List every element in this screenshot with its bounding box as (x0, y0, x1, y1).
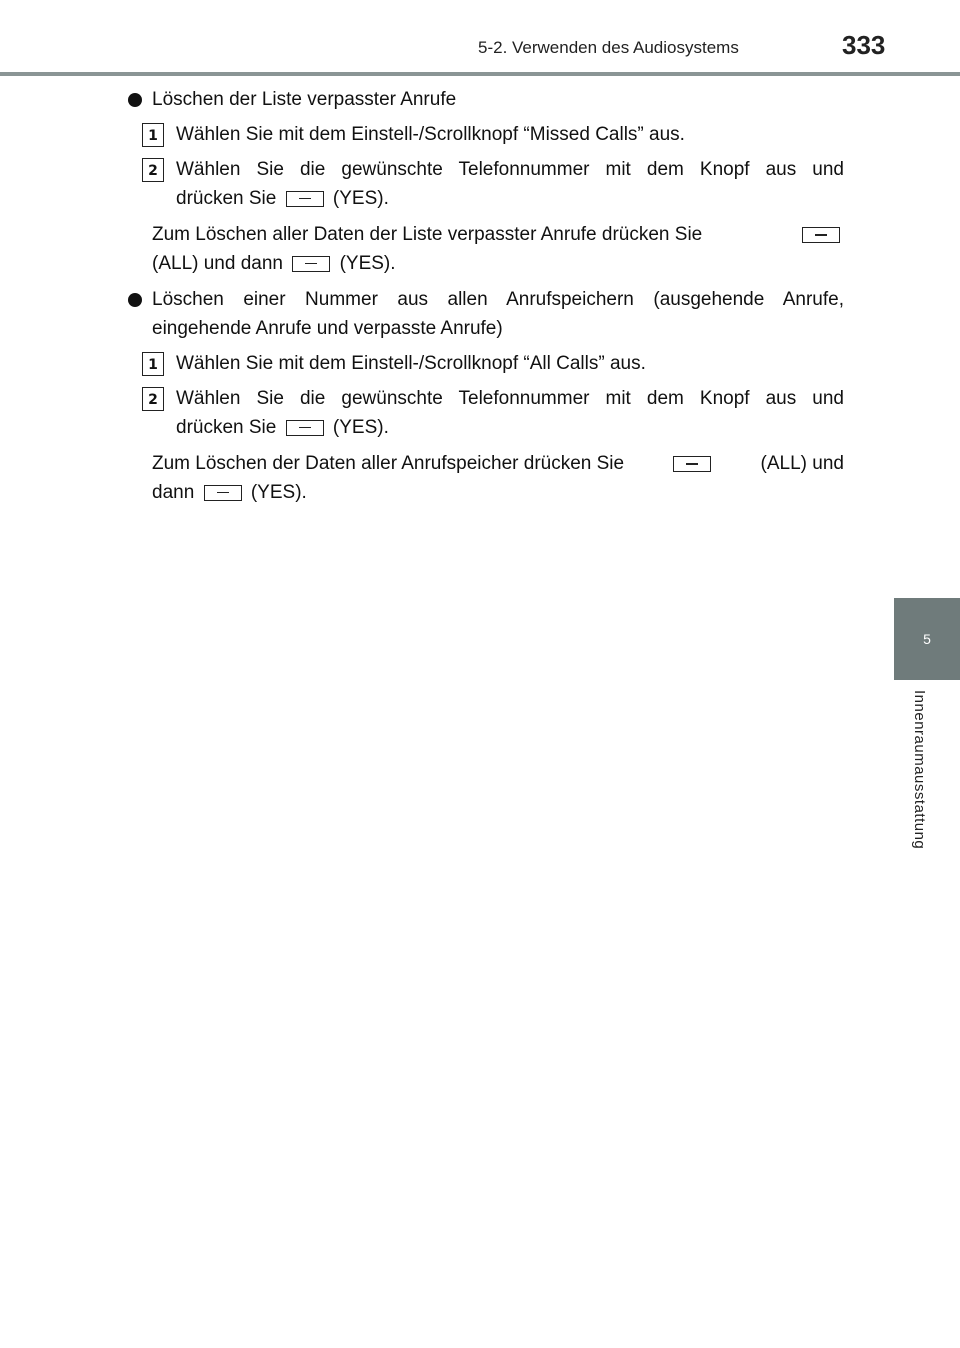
section2-step1-text: Wählen Sie mit dem Einstell-/Scrollknopf “All Calls” aus. (176, 353, 646, 374)
step2-badge: 2 (142, 387, 164, 411)
section1-note-line2 (152, 252, 396, 276)
key-button-icon (204, 485, 242, 501)
key-button-icon (286, 420, 324, 436)
section2-heading-line1: Löschen einer Nummer aus allen Anrufspeichern (ausgehende Anrufe, (152, 289, 844, 310)
page-number: 333 (842, 30, 886, 60)
bullet-icon (128, 93, 142, 107)
header-rule (0, 72, 960, 76)
step1-badge: 1 (142, 352, 164, 376)
section2-note-line1-b: (ALL) und (760, 453, 844, 474)
section1-step1-text: Wählen Sie mit dem Einstell-/Scrollknopf “Missed Calls” aus. (176, 124, 685, 145)
section1-note-line2-a: (ALL) und dann (152, 253, 283, 274)
section2-note-line2 (152, 481, 307, 505)
section2-step2-line2-a: drücken Sie (176, 417, 277, 438)
step1-badge: 1 (142, 123, 164, 147)
section2-note-line2-b: (YES). (250, 482, 307, 503)
chapter-tab: 5 (894, 598, 960, 680)
step2-badge: 2 (142, 158, 164, 182)
section1-step2-line2-b: (YES). (332, 188, 389, 209)
section1-note-line1-text: Zum Löschen aller Daten der Liste verpasster Anrufe drücken Sie (152, 224, 703, 245)
chapter-label: Innenraumausstattung (911, 690, 928, 850)
section1-step2-line2 (176, 187, 389, 211)
section2-step2-line1: Wählen Sie die gewünschte Telefonnummer mit dem Knopf aus und (176, 388, 844, 409)
bullet-icon (128, 293, 142, 307)
section1-heading: Löschen der Liste verpasster Anrufe (152, 89, 457, 110)
section-title: 5-2. Verwenden des Audiosystems (478, 38, 739, 57)
key-button-icon (286, 191, 324, 207)
section2-note-line1-a: Zum Löschen der Daten aller Anrufspeicher drücken Sie (152, 453, 625, 474)
section1-step2-line2-a: drücken Sie (176, 188, 277, 209)
key-button-icon (673, 456, 711, 472)
section2-note-line1 (152, 452, 844, 476)
section2-heading-line2: eingehende Anrufe und verpasste Anrufe) (152, 318, 503, 339)
section1-note-line1 (152, 223, 844, 247)
section2-step2-line2-b: (YES). (332, 417, 389, 438)
key-button-icon (802, 227, 840, 243)
section1-note-line2-b: (YES). (339, 253, 396, 274)
section2-note-line2-a: dann (152, 482, 195, 503)
key-button-icon (292, 256, 330, 272)
section1-step2-line1: Wählen Sie die gewünschte Telefonnummer mit dem Knopf aus und (176, 159, 844, 180)
section2-step2-line2 (176, 416, 389, 440)
